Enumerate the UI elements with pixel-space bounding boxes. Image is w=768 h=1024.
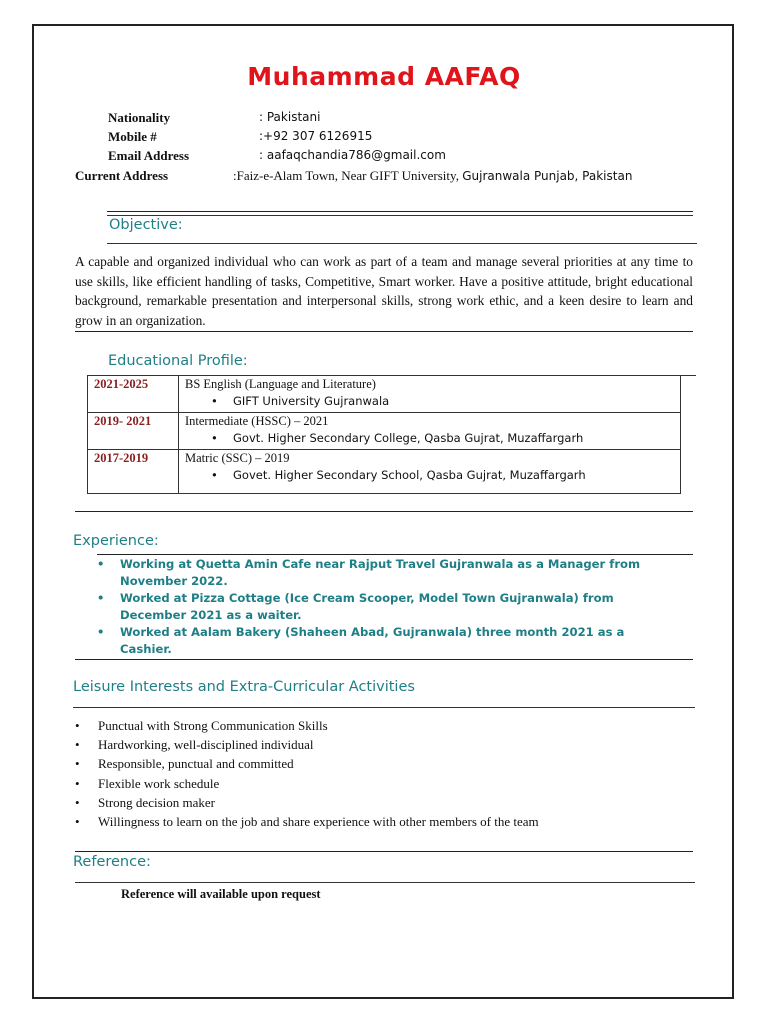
bullet-icon: • <box>75 756 80 771</box>
education-year: 2017-2019 <box>88 450 179 494</box>
objective-text: A capable and organized individual who can work as part of a team and manage several priorities at any time to use skills, like efficient handling of tasks, Competitive, Smart worker. Have a positive attitude, bright educational background, remarkable presentation and interpersonal skills, strong work ethic, and a keen desire to learn and grow in an organization. <box>75 254 693 328</box>
leisure-text: Willingness to learn on the job and share experience with other members of the team <box>98 814 539 829</box>
education-row <box>88 413 681 450</box>
education-institute: • GIFT University Gujranwala <box>211 394 674 408</box>
nationality-label: Nationality <box>108 110 171 125</box>
education-end-rule <box>75 511 693 512</box>
education-year: 2021-2025 <box>88 376 179 413</box>
leisure-item <box>75 795 215 811</box>
education-degree: Matric (SSC) – 2019 <box>185 451 290 465</box>
nationality-value: : Pakistani <box>259 110 321 124</box>
experience-item <box>97 624 697 656</box>
reference-text: Reference will available upon request <box>121 887 321 901</box>
leisure-text: Hardworking, well-disciplined individual <box>98 737 314 752</box>
leisure-text: Strong decision maker <box>98 795 215 810</box>
address-value-part2: Gujranwala Punjab, Pakistan <box>462 169 633 183</box>
education-details <box>179 413 681 450</box>
experience-text: Working at Quetta Amin Cafe near Rajput Travel Gujranwala as a Manager from November 2022. <box>120 557 641 588</box>
address-label: Current Address <box>75 168 169 183</box>
reference-rule <box>75 882 695 883</box>
mobile-value: :+92 307 6126915 <box>259 129 373 143</box>
education-institute: • Govet. Higher Secondary School, Qasba Gujrat, Muzaffargarh <box>211 468 674 482</box>
email-value[interactable]: : aafaqchandia786@gmail.com <box>259 148 446 162</box>
experience-rule <box>97 554 693 555</box>
experience-item <box>97 556 697 590</box>
leisure-text: Punctual with Strong Communication Skills <box>98 718 328 733</box>
education-details <box>179 450 681 494</box>
education-year: 2019- 2021 <box>88 413 179 450</box>
leisure-item <box>75 737 314 753</box>
experience-text: Worked at Pizza Cottage (Ice Cream Scooper, Model Town Gujranwala) from December 2021 as a waiter. <box>120 591 614 622</box>
bullet-icon: • <box>75 718 80 733</box>
mobile-label: Mobile # <box>108 129 157 144</box>
leisure-item <box>75 718 328 734</box>
education-details <box>179 376 681 413</box>
education-degree: BS English (Language and Literature) <box>185 377 376 391</box>
address-value <box>233 168 632 184</box>
leisure-item <box>75 814 539 830</box>
education-row <box>88 376 681 413</box>
bullet-icon: • <box>97 557 105 571</box>
leisure-item <box>75 776 219 792</box>
leisure-text: Flexible work schedule <box>98 776 220 791</box>
education-heading: Educational Profile: <box>108 353 248 369</box>
leisure-item <box>75 756 294 772</box>
candidate-name: Muhammad AAFAQ <box>247 62 521 91</box>
leisure-heading: Leisure Interests and Extra-Curricular Activities <box>73 679 415 695</box>
reference-top-rule <box>75 851 693 852</box>
education-degree: Intermediate (HSSC) – 2021 <box>185 414 329 428</box>
bullet-icon: • <box>97 591 105 605</box>
experience-end-rule <box>75 659 693 660</box>
experience-text: Worked at Aalam Bakery (Shaheen Abad, Gujranwala) three month 2021 as a Cashier. <box>120 625 625 656</box>
bullet-icon: • <box>75 776 80 791</box>
experience-heading: Experience: <box>73 533 159 549</box>
objective-top-rule <box>107 211 693 212</box>
leisure-rule <box>73 707 695 708</box>
email-label: Email Address <box>108 148 190 163</box>
education-table <box>87 375 681 494</box>
objective-bottom-rule <box>107 243 697 244</box>
reference-heading: Reference: <box>73 854 151 870</box>
bullet-icon: • <box>75 814 80 829</box>
experience-item <box>97 590 697 624</box>
objective-top-rule-2 <box>107 215 693 216</box>
address-value-part1: :Faiz-e-Alam Town, Near GIFT University, <box>233 168 463 183</box>
bullet-icon: • <box>75 737 80 752</box>
objective-heading: Objective: <box>109 217 183 233</box>
education-row <box>88 450 681 494</box>
leisure-text: Responsible, punctual and committed <box>98 756 294 771</box>
bullet-icon: • <box>75 795 80 810</box>
objective-end-rule <box>75 331 693 332</box>
bullet-icon: • <box>97 625 105 639</box>
education-institute: • Govt. Higher Secondary College, Qasba Gujrat, Muzaffargarh <box>211 431 674 445</box>
